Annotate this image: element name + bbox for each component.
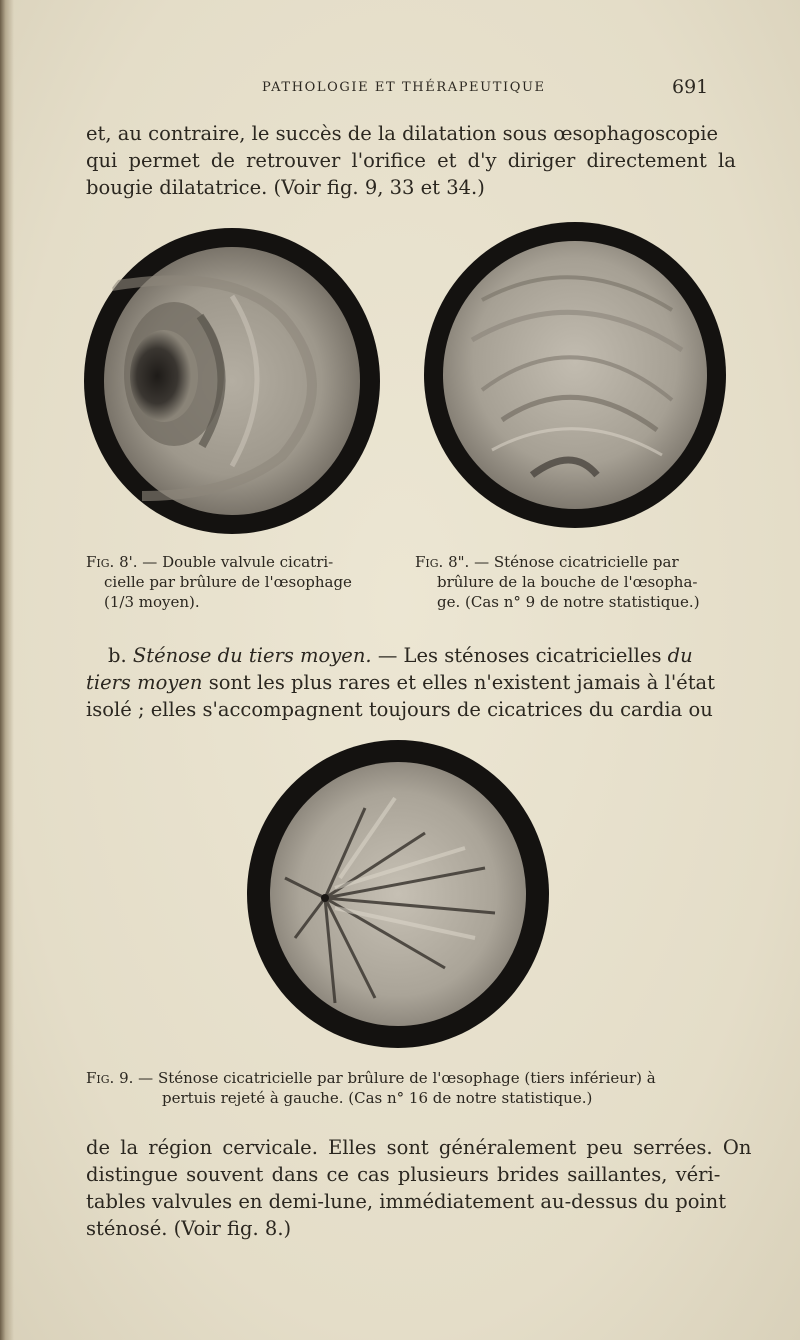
caption-text: brûlure de la bouche de l'œsopha- bbox=[437, 573, 698, 591]
paragraph-intro bbox=[86, 120, 736, 201]
caption-text: — Sténose cicatricielle par brûlure de l'œsophage (tiers inférieur) à bbox=[138, 1069, 656, 1087]
caption-text: pertuis rejeté à gauche. (Cas n° 16 de notre statistique.) bbox=[162, 1089, 593, 1107]
book-spine-shadow bbox=[0, 0, 14, 1340]
figure-8b-caption bbox=[415, 552, 735, 612]
caption-text: — Sténose cicatricielle par bbox=[474, 553, 679, 571]
figure-8a-plate bbox=[82, 226, 382, 536]
text-span: du bbox=[667, 644, 693, 667]
text-span: — Les sténoses cicatricielles bbox=[377, 644, 662, 667]
text-line: et, au contraire, le succès de la dilatation sous œsophagoscopie bbox=[86, 122, 719, 145]
caption-text: ge. (Cas n° 9 de notre statistique.) bbox=[437, 593, 700, 611]
text-line: sténosé. (Voir fig. 8.) bbox=[86, 1217, 292, 1240]
text-line: distingue souvent dans ce cas plusieurs brides saillantes, véri- bbox=[86, 1163, 721, 1186]
figure-8a-caption bbox=[86, 552, 396, 612]
caption-text: (1/3 moyen). bbox=[104, 593, 200, 611]
text-line: isolé ; elles s'accompagnent toujours de cicatrices du cardia ou bbox=[86, 698, 713, 721]
caption-text: — Double valvule cicatri- bbox=[142, 553, 334, 571]
figure-9-caption bbox=[86, 1068, 736, 1108]
figure-9-plate bbox=[245, 738, 551, 1050]
figure-8b-plate bbox=[422, 220, 728, 530]
figure-label: Fig. 8'. bbox=[86, 553, 138, 571]
text-line: tables valvules en demi-lune, immédiatement au-dessus du point bbox=[86, 1190, 727, 1213]
page-number: 691 bbox=[672, 76, 709, 98]
text-span: sont les plus rares et elles n'existent jamais à l'état bbox=[208, 671, 716, 694]
running-title: PATHOLOGIE ET THÉRAPEUTIQUE bbox=[262, 80, 546, 95]
paragraph-section-b bbox=[86, 642, 726, 723]
section-heading: Sténose du tiers moyen. bbox=[132, 644, 372, 667]
figure-label: Fig. 9. bbox=[86, 1069, 134, 1087]
text-line: qui permet de retrouver l'orifice et d'y diriger directement la bbox=[86, 149, 736, 172]
caption-text: cielle par brûlure de l'œsophage bbox=[104, 573, 352, 591]
section-letter: b. bbox=[108, 644, 127, 667]
text-line: de la région cervicale. Elles sont généralement peu serrées. On bbox=[86, 1136, 752, 1159]
paragraph-conclusion bbox=[86, 1134, 752, 1242]
page-header bbox=[0, 76, 800, 100]
text-line: bougie dilatatrice. (Voir fig. 9, 33 et 34.) bbox=[86, 176, 485, 199]
text-span: tiers moyen bbox=[86, 671, 203, 694]
figure-label: Fig. 8". bbox=[415, 553, 470, 571]
